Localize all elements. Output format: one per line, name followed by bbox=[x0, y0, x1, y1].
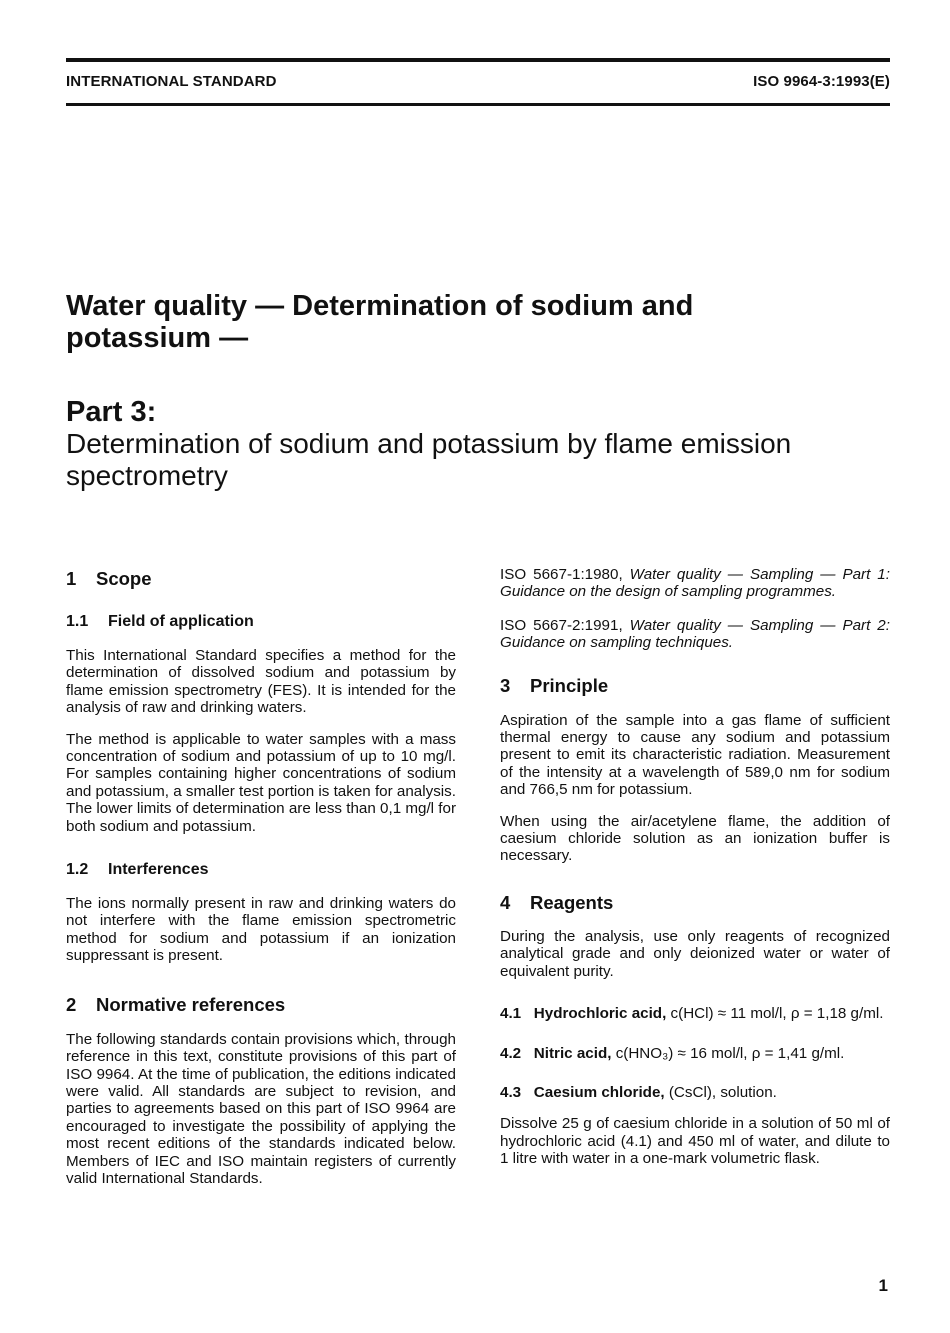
section-heading-normative-references: 2 Normative references bbox=[66, 993, 286, 1015]
paragraph-principle: Aspiration of the sample into a gas flame of sufficient thermal energy to cause any sodium and potassium present to emit its characteristic radiation. Measurement of the intensity at a wavelength of 589,0 nm for sodium and 766,5 nm for potassium. bbox=[500, 711, 890, 799]
standard-number: ISO 9964-3:1993(E) bbox=[753, 73, 890, 90]
header-top-rule bbox=[66, 58, 890, 62]
section-heading-interferences: 1.2 Interferences bbox=[66, 861, 209, 879]
header-bottom-rule bbox=[66, 103, 890, 106]
paragraph-normative-references: The following standards contain provisions which, through reference in this text, constitute provisions of this part of ISO 9964. At the time of publication, the editions indicated were valid. All standards are subject to revision, and parties to agreements based on this part of ISO 9964 are encouraged to investigate the possibility of applying the most recent editions of the standards indicated below. Members of IEC and ISO maintain registers of currently valid International Standards. bbox=[66, 1030, 456, 1187]
section-heading-scope: 1 Scope bbox=[66, 568, 152, 589]
right-column bbox=[500, 566, 890, 1168]
page-number: 1 bbox=[878, 1276, 888, 1295]
main-title: Water quality — Determination of sodium and potassium — bbox=[66, 290, 694, 354]
paragraph-ionization-buffer: When using the air/acetylene flame, the addition of caesium chloride solution as an ionization buffer is necessary. bbox=[500, 812, 890, 865]
paragraph-field-of-application: This International Standard specifies a method for the determination of dissolved sodium and potassium by flame emission spectrometry (FES). It is intended for the analysis of raw and drinking waters. bbox=[66, 647, 456, 717]
reference-iso-5667-1: ISO 5667-1:1980, Water quality — Sampling — Part 1: Guidance on the design of sampling programmes. bbox=[500, 566, 890, 601]
section-heading-principle: 3 Principle bbox=[500, 674, 609, 696]
reagent-nitric-acid: 4.2 Nitric acid, c(HNO₃) ≈ 16 mol/l, ρ = 1,41 g/ml. bbox=[500, 1044, 845, 1062]
document-type-label: INTERNATIONAL STANDARD bbox=[66, 73, 277, 90]
reference-iso-5667-2: ISO 5667-2:1991, Water quality — Sampling — Part 2: Guidance on sampling techniques. bbox=[500, 616, 890, 652]
reagent-caesium-chloride: 4.3 Caesium chloride, (CsCl), solution. bbox=[500, 1083, 777, 1101]
paragraph-reagents-general: During the analysis, use only reagents of recognized analytical grade and only deionized water or water of equivalent purity. bbox=[500, 927, 890, 980]
left-column bbox=[66, 566, 456, 1187]
paragraph-method-applicability: The method is applicable to water samples with a mass concentration of sodium and potassium of up to 10 mg/l. For samples containing higher concentrations of sodium and potassium, a smaller test portion is taken for analysis. The lower limits of determination are less than 0,1 mg/l for both sodium and potassium. bbox=[66, 730, 456, 835]
section-heading-reagents: 4 Reagents bbox=[500, 891, 614, 913]
reagent-hydrochloric-acid: 4.1 Hydrochloric acid, c(HCl) ≈ 11 mol/l, ρ = 1,18 g/ml. bbox=[500, 1005, 884, 1023]
paragraph-interferences: The ions normally present in raw and drinking waters do not interfere with the flame emission spectrometric method for sodium and potassium if an ionization suppressant is present. bbox=[66, 895, 456, 965]
part-label: Part 3: bbox=[66, 396, 157, 428]
section-heading-field-of-application: 1.1 Field of application bbox=[66, 613, 254, 630]
title-block bbox=[66, 290, 886, 492]
paragraph-caesium-chloride-preparation: Dissolve 25 g of caesium chloride in a solution of 50 ml of hydrochloric acid (4.1) and 450 ml of water, and dilute to 1 litre with water in a one-mark volumetric flask. bbox=[500, 1115, 890, 1168]
part-subtitle: Determination of sodium and potassium by flame emission spectrometry bbox=[66, 428, 792, 491]
